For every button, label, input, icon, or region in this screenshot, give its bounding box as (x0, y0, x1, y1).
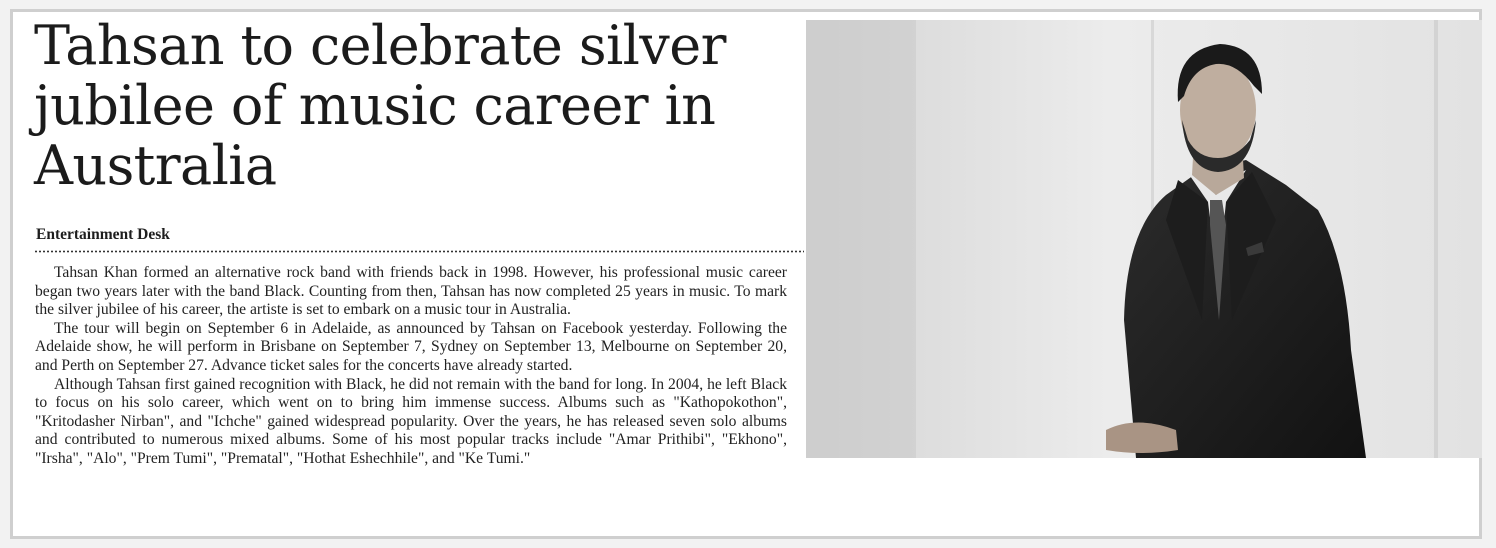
byline: Entertainment Desk (36, 226, 170, 243)
headline: Tahsan to celebrate silver jubilee of music career in Australia (34, 14, 726, 197)
paragraph-3: Although Tahsan first gained recognition with Black, he did not remain with the band for long. In 2004, he left Black to focus on his solo career, which went on to bring him immense success. Albums such as "Kathopokothon", "Kritodasher Nirban", and "Ichche" gained widespread popularity. Over the years, he has released seven solo albums and contributed to numerous mixed albums. Some of his most popular tracks include "Amar Prithibi", "Ekhono", "Irsha", "Alo", "Prem Tumi", "Prematal", "Hothat Eshechhile", and "Ke Tumi." (35, 375, 787, 467)
paragraph-2: The tour will begin on September 6 in Adelaide, as announced by Tahsan on Facebook yesterday. Following the Adelaide show, he will perform in Brisbane on September 7, Sydney on September 13, Melbourne on September 20, and Perth on September 27. Advance ticket sales for the concerts have already started. (35, 319, 787, 374)
article-body (35, 264, 1475, 469)
dotted-divider (34, 250, 804, 253)
photo-wrap-spacer (795, 264, 1475, 460)
paragraph-1: Tahsan Khan formed an alternative rock band with friends back in 1998. However, his professional music career began two years later with the band Black. Counting from then, Tahsan has now completed 25 years in music. To mark the silver jubilee of his career, the artiste is set to embark on a music tour in Australia. (35, 264, 787, 319)
